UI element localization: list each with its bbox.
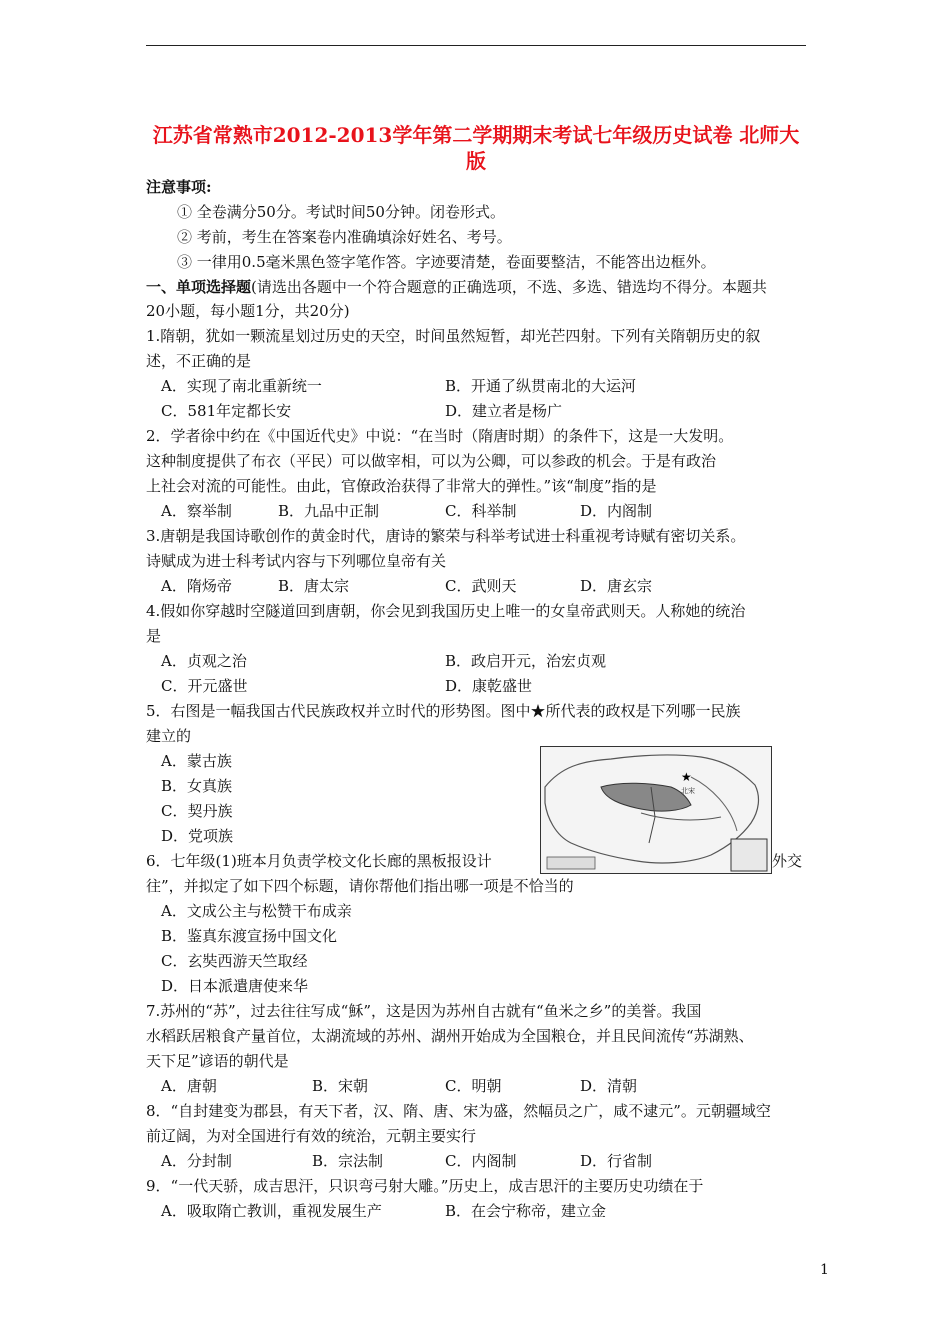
header-rule — [146, 45, 806, 46]
section-heading — [146, 277, 808, 297]
option-a: A．贞观之治 — [161, 652, 247, 670]
question-4-line: 是 — [146, 627, 162, 645]
option-a: A．蒙古族 — [161, 752, 232, 770]
question-5-line: 5．右图是一幅我国古代民族政权并立时代的形势图。图中★所代表的政权是下列哪一民族 — [146, 702, 741, 720]
option-b: B．唐太宗 — [278, 577, 350, 595]
option-c: C．科举制 — [445, 502, 517, 520]
question-2-line: 上社会对流的可能性。由此，官僚政治获得了非常大的弹性。”该“制度”指的是 — [146, 477, 657, 495]
option-b: B．九品中正制 — [278, 502, 380, 520]
option-b: B．政启开元，治宏贞观 — [445, 652, 607, 670]
question-1-line: 述，不正确的是 — [146, 352, 252, 370]
map-star: ★ — [681, 770, 692, 784]
option-d: D．内阁制 — [580, 502, 653, 520]
notice-heading: 注意事项: — [146, 178, 212, 196]
option-c: C．武则天 — [445, 577, 517, 595]
option-c: C．契丹族 — [161, 802, 233, 820]
option-a: A．唐朝 — [161, 1077, 217, 1095]
option-d: D．党项族 — [161, 827, 234, 845]
question-2-line: 2．学者徐中约在《中国近代史》中说：“在当时（隋唐时期）的条件下，这是一大发明。 — [146, 427, 734, 445]
option-d: D．日本派遣唐使来华 — [161, 977, 309, 995]
question-3-line: 3.唐朝是我国诗歌创作的黄金时代，唐诗的繁荣与科举考试进士科重视考诗赋有密切关系。 — [146, 527, 746, 545]
option-a: A．分封制 — [161, 1152, 232, 1170]
option-c: C．内阁制 — [445, 1152, 517, 1170]
question-5-line: 建立的 — [146, 727, 192, 745]
question-6-line-end: 外交 — [772, 852, 803, 870]
option-a: A．文成公主与松赞干布成亲 — [161, 902, 352, 920]
question-3-line: 诗赋成为进士科考试内容与下列哪位皇帝有关 — [146, 552, 447, 570]
question-2-line: 这种制度提供了布衣（平民）可以做宰相，可以为公卿，可以参政的机会。于是有政治 — [146, 452, 717, 470]
option-c: C．明朝 — [445, 1077, 502, 1095]
page-title: 江苏省常熟市2012-2013学年第二学期期末考试七年级历史试卷 北师大版 — [152, 123, 800, 173]
option-c: C．玄奘西游天竺取经 — [161, 952, 308, 970]
option-d: D．建立者是杨广 — [445, 402, 563, 420]
notice-item: ② 考前，考生在答案卷内准确填涂好姓名、考号。 — [177, 228, 512, 246]
question-7-line: 天下足”谚语的朝代是 — [146, 1052, 289, 1070]
question-4-line: 4.假如你穿越时空隧道回到唐朝，你会见到我国历史上唯一的女皇帝武则天。人称她的统治 — [146, 602, 746, 620]
option-b: B．在会宁称帝，建立金 — [445, 1202, 607, 1220]
page-number: 1 — [820, 1262, 829, 1278]
question-6-line: 6．七年级(1)班本月负责学校文化长廊的黑板报设计 — [146, 852, 492, 870]
option-d: D．唐玄宗 — [580, 577, 653, 595]
option-b: B．宋朝 — [312, 1077, 369, 1095]
question-1-line: 1.隋朝，犹如一颗流星划过历史的天空，时间虽然短暂，却光芒四射。下列有关隋朝历史的叙 — [146, 327, 761, 345]
section-label: 一、单项选择题 — [146, 278, 252, 296]
section-instruction: (请选出各题中一个符合题意的正确选项，不选、多选、错选均不得分。本题共 — [251, 278, 767, 296]
option-d: D．清朝 — [580, 1077, 638, 1095]
notice-item: ③ 一律用0.5毫米黑色签字笔作答。字迹要清楚，卷面要整洁，不能答出边框外。 — [177, 253, 716, 271]
notice-item: ① 全卷满分50分。考试时间50分钟。闭卷形式。 — [177, 203, 505, 221]
option-a: A．隋炀帝 — [161, 577, 232, 595]
option-d: D．康乾盛世 — [445, 677, 533, 695]
section-instruction-cont: 20小题，每小题1分，共20分) — [146, 302, 350, 320]
question-7-line: 水稻跃居粮食产量首位，太湖流域的苏州、湖州开始成为全国粮仓，并且民间流传“苏湖熟、 — [146, 1027, 754, 1045]
question-8-line: 8．“自封建变为郡县，有天下者，汉、隋、唐、宋为盛，然幅员之广，咸不逮元”。元朝疆域空 — [146, 1102, 771, 1120]
option-a: A．察举制 — [161, 502, 232, 520]
option-a: A．吸取隋亡教训，重视发展生产 — [161, 1202, 382, 1220]
option-b: B．宗法制 — [312, 1152, 384, 1170]
map-label-song: 北宋 — [681, 787, 695, 795]
question-6-line: 往”，并拟定了如下四个标题，请你帮他们指出哪一项是不恰当的 — [146, 877, 574, 895]
option-b: B．开通了纵贯南北的大运河 — [445, 377, 637, 395]
option-b: B．女真族 — [161, 777, 233, 795]
option-b: B．鉴真东渡宣扬中国文化 — [161, 927, 338, 945]
question-8-line: 前辽阔，为对全国进行有效的统治，元朝主要实行 — [146, 1127, 477, 1145]
option-c: C．581年定都长安 — [161, 402, 292, 420]
option-a: A．实现了南北重新统一 — [161, 377, 322, 395]
option-d: D．行省制 — [580, 1152, 653, 1170]
question-9-line: 9．“一代天骄，成吉思汗，只识弯弓射大雕。”历史上，成吉思汗的主要历史功绩在于 — [146, 1177, 704, 1195]
question-7-line: 7.苏州的“苏”，过去往往写成“穌”，这是因为苏州自古就有“鱼米之乡”的美誉。我国 — [146, 1002, 702, 1020]
option-c: C．开元盛世 — [161, 677, 248, 695]
